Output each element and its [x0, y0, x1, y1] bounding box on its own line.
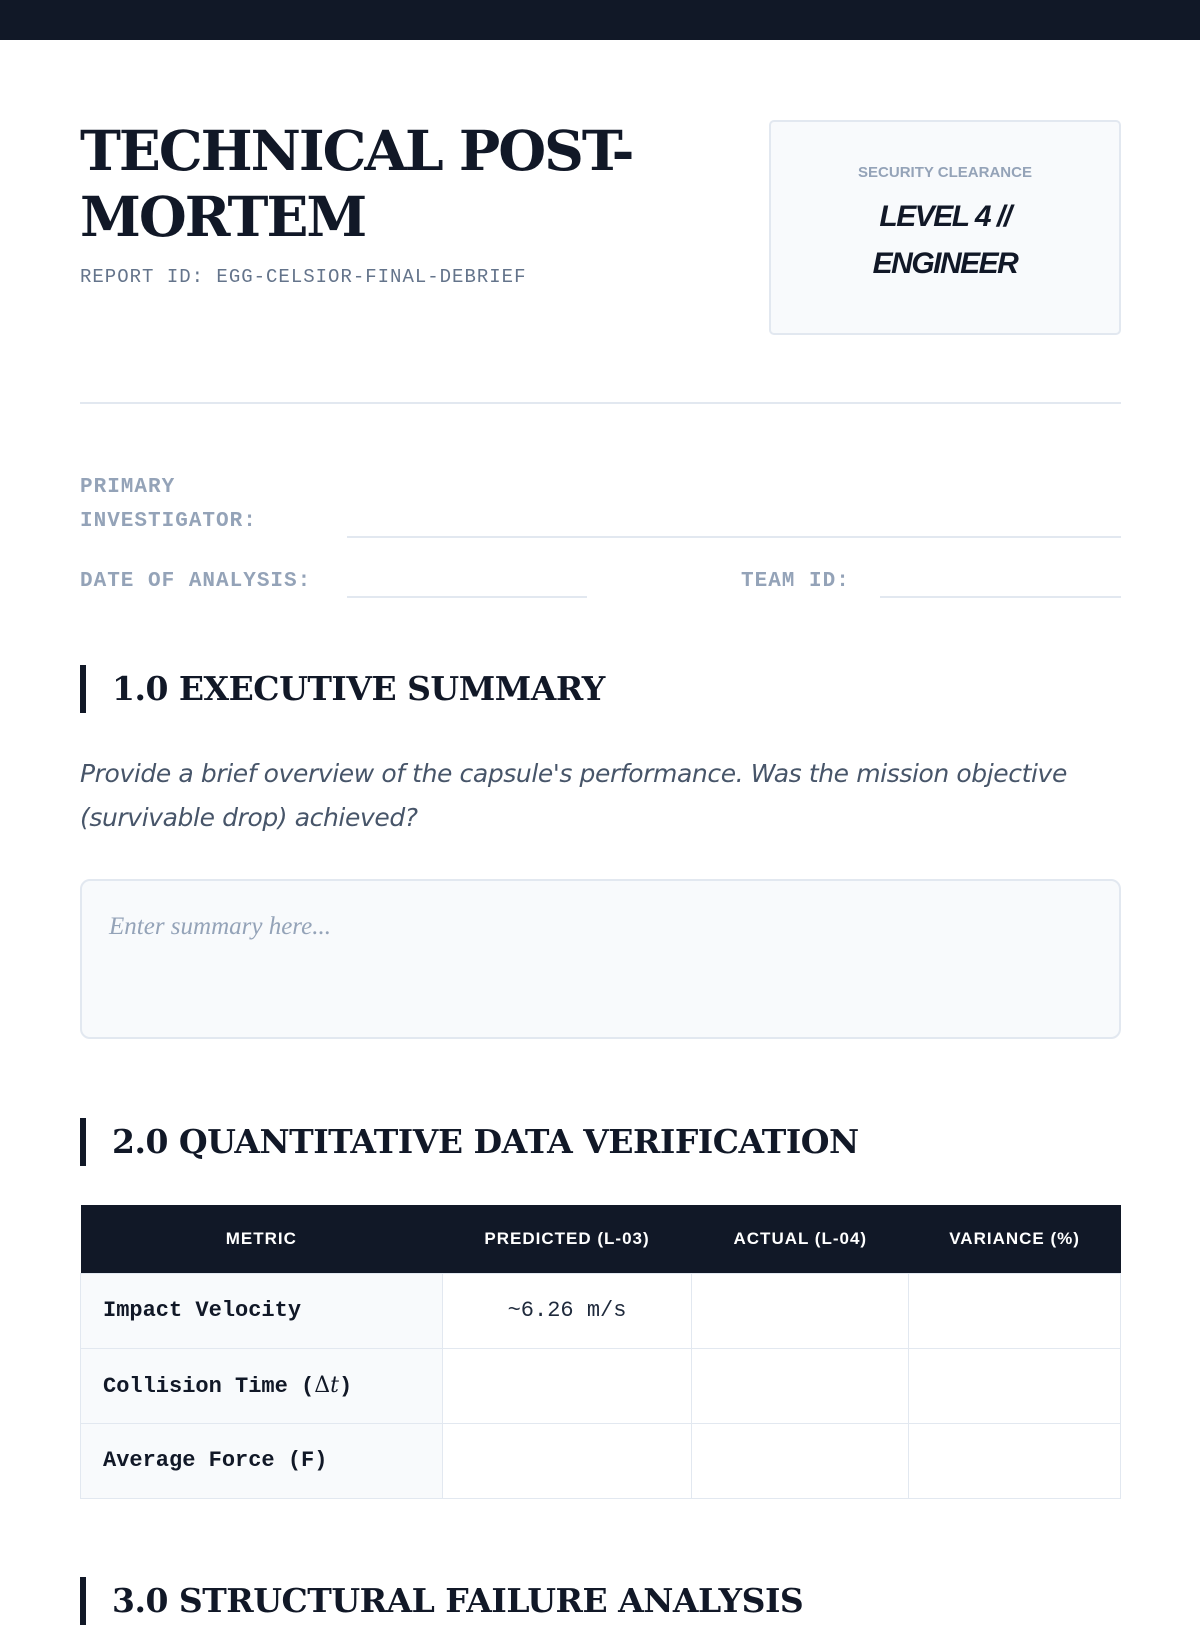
column-header-actual: ACTUAL (L-04): [692, 1205, 909, 1273]
team-id-label: TEAM ID:: [741, 570, 850, 593]
clearance-level-text: LEVEL 4 // ENGINEER: [872, 200, 1018, 280]
section-heading-structural-failure: 3.0 STRUCTURAL FAILURE ANALYSIS: [80, 1577, 803, 1625]
table-row: [81, 1273, 1121, 1348]
metric-suffix: ): [338, 1373, 353, 1399]
actual-cell[interactable]: [692, 1273, 909, 1348]
column-header-metric: METRIC: [81, 1205, 443, 1273]
predicted-cell: ~6.26 m/s: [442, 1273, 692, 1348]
variance-cell[interactable]: [909, 1273, 1121, 1348]
metric-text: Collision Time (: [103, 1373, 315, 1399]
table-header-row: [81, 1205, 1121, 1273]
investigator-field[interactable]: [347, 536, 1121, 538]
date-field[interactable]: [347, 596, 587, 598]
variance-cell[interactable]: [909, 1348, 1121, 1423]
actual-cell[interactable]: [692, 1348, 909, 1423]
predicted-cell[interactable]: [442, 1348, 692, 1423]
actual-cell[interactable]: [692, 1423, 909, 1498]
metric-cell: Average Force (F): [81, 1423, 443, 1498]
clearance-label: SECURITY CLEARANCE: [858, 164, 1032, 181]
data-verification-table: [80, 1205, 1121, 1499]
header-divider: [80, 402, 1121, 404]
delta-symbol: Δ: [314, 1372, 331, 1398]
clearance-level: [771, 193, 1119, 287]
top-bar: [0, 0, 1200, 40]
summary-input[interactable]: [80, 879, 1121, 1039]
section-heading-quantitative-data: 2.0 QUANTITATIVE DATA VERIFICATION: [80, 1118, 859, 1166]
investigator-label: PRIMARY INVESTIGATOR:: [80, 476, 257, 533]
security-clearance-card: [769, 120, 1121, 335]
page-title: TECHNICAL POST-MORTEM: [80, 118, 633, 249]
predicted-cell[interactable]: [442, 1423, 692, 1498]
summary-prompt: Provide a brief overview of the capsule's performance. Was the mission objective (survivable drop) achieved?: [80, 759, 1067, 832]
time-variable: t: [330, 1372, 339, 1398]
column-header-variance: VARIANCE (%): [909, 1205, 1121, 1273]
table-row: [81, 1348, 1121, 1423]
date-label: DATE OF ANALYSIS:: [80, 570, 312, 593]
table-row: [81, 1423, 1121, 1498]
report-id: REPORT ID: EGG-CELSIOR-FINAL-DEBRIEF: [80, 266, 527, 288]
metric-cell: Impact Velocity: [81, 1273, 443, 1348]
metric-cell: [81, 1348, 443, 1423]
variance-cell[interactable]: [909, 1423, 1121, 1498]
team-id-field[interactable]: [880, 596, 1121, 598]
column-header-predicted: PREDICTED (L-03): [442, 1205, 692, 1273]
section-heading-executive-summary: 1.0 EXECUTIVE SUMMARY: [80, 665, 605, 713]
